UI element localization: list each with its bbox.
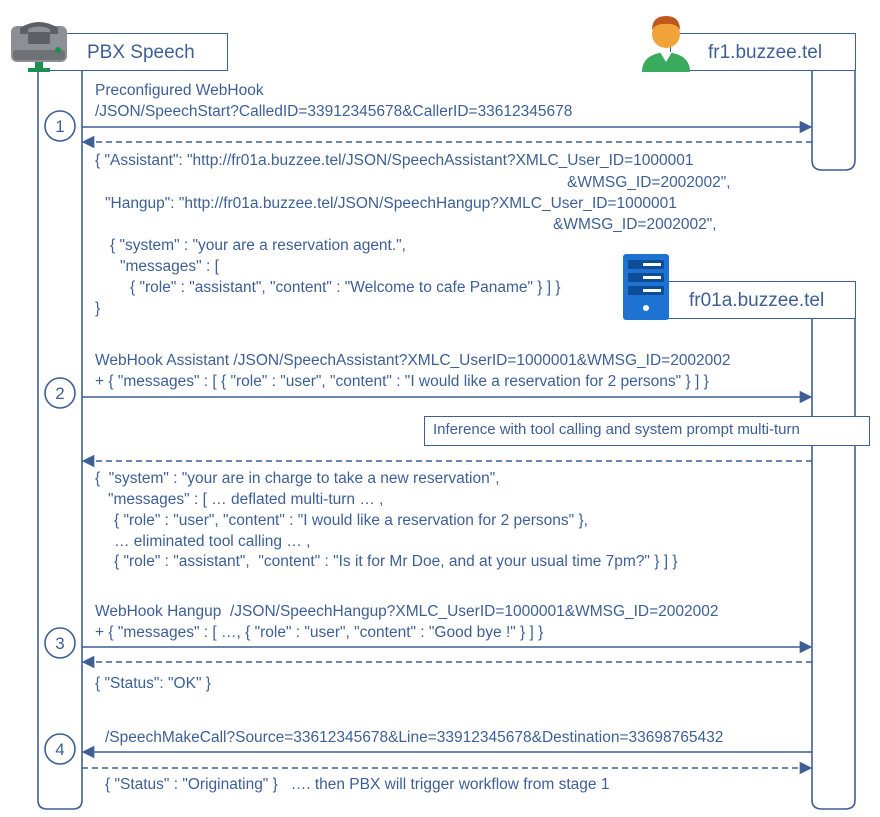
pbx-lifeline: [38, 70, 82, 809]
step1-request-line-2: /JSON/SpeechStart?CalledID=33912345678&CallerID=33612345678: [95, 103, 573, 120]
step1-request-line-1: Preconfigured WebHook: [95, 82, 264, 99]
step1-response-line-3: "Hangup": "http://fr01a.buzzee.tel/JSON/SpeechHangup?XMLC_User_ID=1000001: [105, 195, 677, 212]
step2-response-line-3: { "role" : "user", "content" : "I would like a reservation for 2 persons" },: [114, 512, 588, 529]
step2-response-line-4: … eliminated tool calling … ,: [114, 533, 311, 550]
user-avatar-icon: [638, 10, 694, 74]
step1-response-line-1: { "Assistant": "http://fr01a.buzzee.tel/JSON/SpeechAssistant?XMLC_User_ID=1000001: [95, 152, 694, 169]
inference-note-text: Inference with tool calling and system prompt multi-turn: [433, 421, 800, 438]
step1-response-line-4: &WMSG_ID=2002002",: [553, 216, 717, 233]
pbx-actor-label: PBX Speech: [87, 42, 195, 63]
fr1-actor-label: fr1.buzzee.tel: [708, 42, 823, 63]
step-2-badge: [45, 378, 75, 408]
server-icon: [621, 252, 671, 322]
step4-response-line-1: { "Status" : "Originating" } …. then PBX will trigger workflow from stage 1: [105, 776, 610, 793]
step2-request-line-2: + { "messages" : [ { "role" : "user", "content" : "I would like a reservation for 2 persons" } ] }: [95, 373, 709, 390]
step1-response-line-6: "messages" : [: [120, 258, 219, 275]
fr1-actor-box: [670, 33, 856, 71]
step3-request-line-2: + { "messages" : [ …, { "role" : "user", "content" : "Good bye !" } ] }: [95, 624, 544, 641]
step2-response-line-1: { "system" : "your are in charge to take a new reservation",: [95, 470, 500, 487]
step3-request-line-1: WebHook Hangup /JSON/SpeechHangup?XMLC_UserID=1000001&WMSG_ID=2002002: [95, 603, 719, 620]
fr1-lifeline: [812, 70, 855, 170]
step2-response-line-5: { "role" : "assistant", "content" : "Is it for Mr Doe, and at your usual time 7pm?" } ] }: [114, 553, 678, 570]
step-4-badge: [45, 734, 75, 764]
step1-response-line-2: &WMSG_ID=2002002",: [567, 174, 731, 191]
step1-response-line-5: { "system" : "your are a reservation agent.",: [110, 237, 406, 254]
step-3-number: 3: [55, 634, 65, 653]
step1-response-line-8: }: [95, 300, 101, 317]
fr01a-lifeline: [812, 316, 855, 809]
step4-request-line-1: /SpeechMakeCall?Source=33612345678&Line=33912345678&Destination=33698765432: [105, 729, 724, 746]
step1-response-line-7: { "role" : "assistant", "content" : "Welcome to cafe Paname" } ] }: [130, 279, 561, 296]
step-1-number: 1: [55, 117, 65, 136]
step2-request-line-1: WebHook Assistant /JSON/SpeechAssistant?XMLC_UserID=1000001&WMSG_ID=2002002: [95, 352, 731, 369]
step2-response-line-2: "messages" : [ … deflated multi-turn … ,: [108, 491, 384, 508]
telephone-icon: [8, 16, 70, 78]
step-1-badge: [45, 111, 75, 141]
step-2-number: 2: [55, 384, 65, 403]
fr01a-actor-box: [648, 281, 856, 319]
inference-note: [424, 416, 870, 446]
fr01a-actor-label: fr01a.buzzee.tel: [689, 290, 825, 311]
step3-response-line-1: { "Status": "OK" }: [95, 675, 211, 692]
step-4-number: 4: [55, 740, 65, 759]
step-3-badge: [45, 628, 75, 658]
